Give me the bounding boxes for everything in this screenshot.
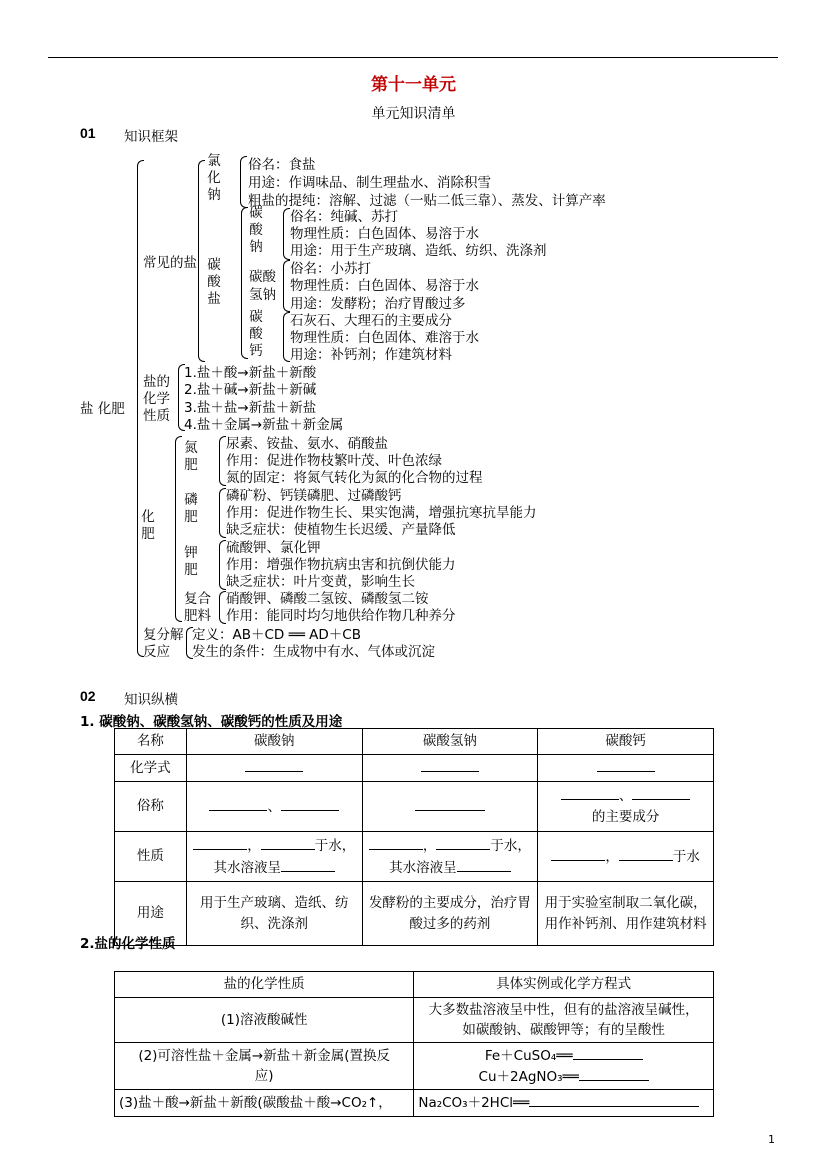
header-cell: 盐的化学性质 [115,972,414,998]
property-blank[interactable] [369,835,423,850]
na2co3-brace [283,208,290,260]
carbonate-brace [241,207,248,359]
caco3-item: 用途：补钙剂；作建筑材料 [290,347,452,363]
use-cell: 用于实验室制取二氧化碳，用作补钙剂、用作建筑材料 [538,882,714,946]
property-blank[interactable] [436,835,490,850]
n-fertilizer-item: 氮的固定：将氮气转化为氮的化合物的过程 [226,470,483,486]
double-decomp-label-1: 复分解 [143,627,184,643]
header-cell: 碳酸氢钠 [362,729,538,755]
row-label: 俗称 [115,782,187,832]
row-label: 性质 [115,832,187,882]
p-fertilizer-brace [219,488,226,538]
compound-fertilizer-item: 作用：能同时均匀地供给作物几种养分 [226,608,456,624]
double-decomp-item: 发生的条件：生成物中有水、气体或沉淀 [192,644,435,660]
equation-blank[interactable] [529,1092,699,1107]
table-row [115,998,714,1043]
q2-heading: 2.盐的化学性质 [80,936,176,952]
chem-prop-item: 3.盐＋盐→新盐＋新盐 [184,400,317,416]
carbonate-label: 碳酸盐 [207,257,221,307]
header-cell: 碳酸钠 [186,729,362,755]
k-fertilizer-item: 缺乏症状：叶片变黄，影响生长 [226,574,415,590]
nahco3-item: 俗名：小苏打 [290,261,371,277]
n-fertilizer-label: 氮肥 [184,440,198,473]
name-blank[interactable] [281,796,339,811]
property-blank[interactable] [551,846,605,861]
k-fertilizer-item: 硫酸钾、氯化钾 [226,540,321,556]
nacl-label: 氯化钠 [207,153,221,203]
table-row [115,755,714,782]
na2co3-item: 俗名：纯碱、苏打 [290,209,398,225]
double-decomp-label-2: 反应 [143,644,170,660]
property-blank[interactable] [281,857,335,872]
property-blank[interactable] [261,835,315,850]
q1-heading: 1. 碳酸钠、碳酸氢钠、碳酸钙的性质及用途 [80,714,343,730]
page-number: 1 [768,1133,775,1146]
chem-props-label-2: 化学 [143,391,170,407]
nahco3-label-1: 碳酸 [249,269,276,285]
table-header-row [115,729,714,755]
name-blank[interactable] [632,785,690,800]
section2-label: 知识纵横 [124,692,178,708]
compound-fertilizer-brace [219,591,226,624]
common-salts-brace [198,160,205,362]
table-header-row [115,972,714,998]
caco3-item: 物理性质：白色固体、难溶于水 [290,330,479,346]
chem-prop-item: 2.盐＋碱→新盐＋新碱 [184,382,317,398]
nahco3-item: 物理性质：白色固体、易溶于水 [290,278,479,294]
row-label: 化学式 [115,755,187,782]
nacl-item: 粗盐的提纯：溶解、过滤（一贴二低三靠）、蒸发、计算产率 [248,193,606,209]
nacl-item: 用途：作调味品、制生理盐水、消除积雪 [248,175,491,191]
na2co3-item: 物理性质：白色固体、易溶于水 [290,226,479,242]
property-blank[interactable] [457,857,511,872]
compound-fertilizer-label-1: 复合 [184,591,211,607]
nahco3-brace [283,260,290,312]
p-fertilizer-item: 缺乏症状：使植物生长迟缓、产量降低 [226,522,456,538]
nacl-brace [240,156,247,208]
header-cell: 具体实例或化学方程式 [414,972,714,998]
k-fertilizer-brace [219,540,226,590]
page-subtitle: 单元知识清单 [371,106,456,122]
nahco3-label-2: 氢钠 [249,287,276,303]
equation-blank[interactable] [573,1045,643,1060]
example-text: 大多数盐溶液呈中性，但有的盐溶液呈碱性， [428,1002,699,1018]
property-cell: (3)盐＋酸→新盐＋新酸(碳酸盐＋酸→CO₂↑， [115,1090,414,1117]
property-text: 应) [254,1068,274,1084]
equation-text: Cu＋2AgNO₃══ [478,1069,579,1085]
example-text: 如碳酸钠、碳酸钾等；有的呈酸性 [462,1022,665,1038]
equation-text: Na₂CO₃＋2HCl══ [418,1095,530,1111]
page-title: 第十一单元 [371,75,456,95]
header-cell: 名称 [115,729,187,755]
section2-number: 02 [80,688,96,704]
na2co3-label: 碳酸钠 [249,205,263,255]
solubility-text: 于水 [490,837,518,854]
use-cell: 发酵粉的主要成分，治疗胃酸过多的药剂 [362,882,538,946]
equation-text: Fe＋CuSO₄══ [484,1048,573,1064]
fertilizer-brace [175,436,182,622]
formula-blank[interactable] [597,757,655,772]
name-blank[interactable] [561,785,619,800]
k-fertilizer-item: 作用：增强作物抗病虫害和抗倒伏能力 [226,557,456,573]
chem-props-label-1: 盐的 [143,374,170,390]
n-fertilizer-item: 尿素、铵盐、氨水、硝酸盐 [226,436,388,452]
table-row [115,882,714,946]
table-row [115,1043,714,1090]
table-row [115,1090,714,1117]
nahco3-item: 用途：发酵粉；治疗胃酸过多 [290,296,466,312]
section1-label: 知识框架 [124,129,178,145]
property-blank[interactable] [619,846,673,861]
n-fertilizer-item: 作用：促进作物枝繁叶茂、叶色浓绿 [226,453,442,469]
solution-text: 其水溶液呈 [389,859,457,876]
compound-fertilizer-label-2: 肥料 [184,608,211,624]
p-fertilizer-item: 作用：促进作物生长、果实饱满，增强抗寒抗旱能力 [226,505,537,521]
n-fertilizer-brace [219,436,226,486]
property-cell: (1)溶液酸碱性 [115,998,414,1043]
equation-blank[interactable] [579,1066,649,1081]
caco3-label: 碳酸钙 [249,309,263,359]
top-rule [48,57,778,58]
row-label: 用途 [115,882,187,946]
chem-prop-item: 4.盐＋金属→新盐＋新金属 [184,417,344,433]
carbonates-table [114,728,714,946]
compound-fertilizer-item: 硝酸钾、磷酸二氢铵、磷酸氢二铵 [226,591,429,607]
chem-prop-item: 1.盐＋酸→新盐＋新酸 [184,365,317,381]
salt-properties-table [114,971,714,1117]
p-fertilizer-item: 磷矿粉、钙镁磷肥、过磷酸钙 [226,488,402,504]
solubility-text: 于水 [672,848,700,865]
main-component-text: 的主要成分 [591,809,660,825]
na2co3-item: 用途：用于生产玻璃、造纸、纺织、洗涤剂 [290,243,547,259]
chem-props-label-3: 性质 [143,408,170,424]
p-fertilizer-label: 磷肥 [184,492,198,525]
property-blank[interactable] [193,835,247,850]
solution-text: 其水溶液呈 [213,859,281,876]
double-decomp-item: 定义：AB＋CD ══ AD＋CB [192,627,361,643]
solubility-text: 于水 [314,837,342,854]
formula-blank[interactable] [245,757,303,772]
property-text: (2)可溶性盐＋金属→新盐＋新金属(置换反 [138,1048,391,1064]
fertilizer-label: 化肥 [141,509,155,542]
name-blank[interactable] [415,796,485,811]
common-salts-label: 常见的盐 [143,255,197,271]
formula-blank[interactable] [421,757,479,772]
caco3-item: 石灰石、大理石的主要成分 [290,313,452,329]
table-row: 性质 ， 于水， 其水溶液呈 ， 于水， 其水溶液呈 ， 于水 [115,832,714,882]
header-cell: 碳酸钙 [538,729,714,755]
name-blank[interactable] [209,796,267,811]
k-fertilizer-label: 钾肥 [184,545,198,578]
section1-number: 01 [80,125,96,141]
caco3-brace [283,312,290,362]
nacl-item: 俗名：食盐 [248,157,316,173]
framework-root: 盐 化肥 [80,401,125,417]
table-row: 俗称 、 、 的主要成分 [115,782,714,832]
use-cell: 用于生产玻璃、造纸、纺织、洗涤剂 [186,882,362,946]
